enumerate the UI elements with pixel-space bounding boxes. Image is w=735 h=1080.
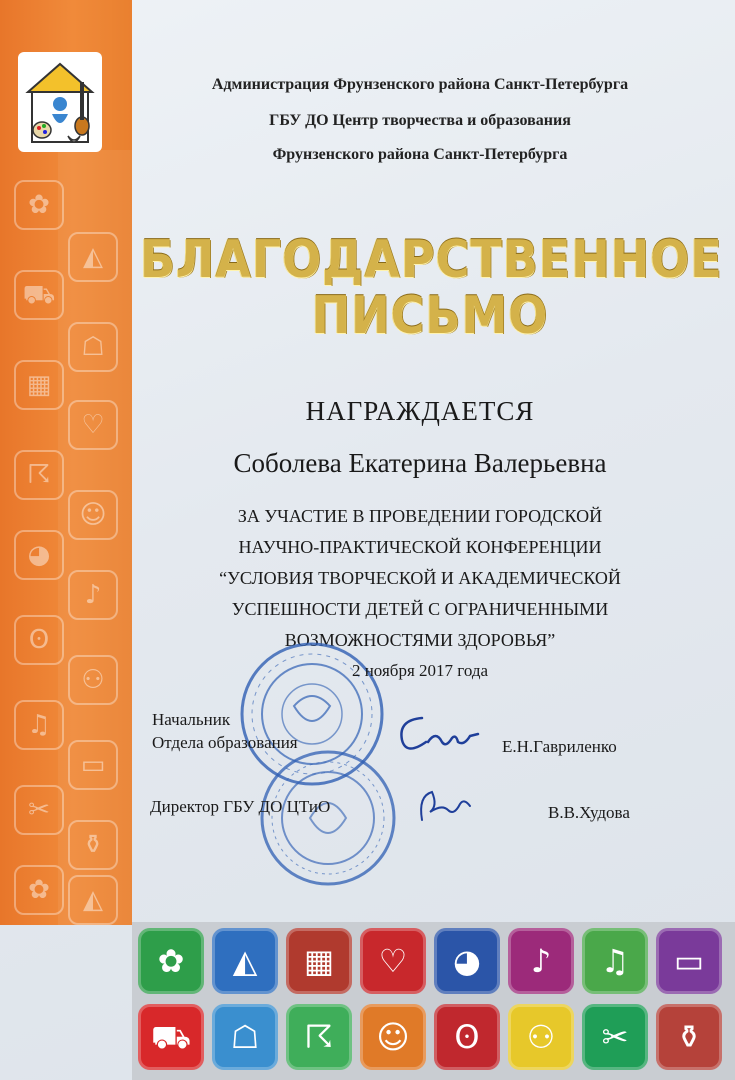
flower-icon: ✿ [14, 180, 64, 230]
theater-masks-icon: ☺ [360, 1004, 426, 1070]
handwritten-signature [392, 712, 490, 758]
scissors-comb-icon: ✂ [14, 785, 64, 835]
robot-icon: ☖ [212, 1004, 278, 1070]
signatory-title: Начальник [152, 710, 231, 729]
heart-icon: ♡ [360, 928, 426, 994]
award-date: 2 ноября 2017 года [351, 661, 489, 680]
bottom-icon-band [132, 922, 735, 1080]
car-icon: ⛟ [14, 270, 64, 320]
recipient-name: Соболева Екатерина Валерьевна [233, 448, 607, 478]
origami-bird-icon: ◭ [212, 928, 278, 994]
heart-icon: ♡ [68, 400, 118, 450]
teddy-bear-icon: ʘ [14, 615, 64, 665]
theater-masks-icon: ☺ [68, 490, 118, 540]
music-notes-icon: ♫ [14, 700, 64, 750]
signatory-name: В.В.Худова [548, 803, 630, 822]
origami-bird-icon: ◭ [68, 232, 118, 282]
runner-icon: ☈ [14, 450, 64, 500]
header-line-district: Фрунзенского района Санкт-Петербурга [272, 146, 568, 163]
music-notes-icon: ♫ [582, 928, 648, 994]
abc-blocks-icon: ▦ [14, 360, 64, 410]
official-stamp-lower [258, 748, 398, 888]
laptop-icon: ▭ [68, 740, 118, 790]
amphora-icon: ⚱ [656, 1004, 722, 1070]
reason-line: ЗА УЧАСТИЕ В ПРОВЕДЕНИИ ГОРОДСКОЙ [237, 506, 603, 526]
title-line-1: БЛАГОДАРСТВЕННОЕ [140, 228, 723, 290]
amphora-icon: ⚱ [68, 820, 118, 870]
dancers-icon: ⚇ [508, 1004, 574, 1070]
awarded-label: НАГРАЖДАЕТСЯ [305, 396, 535, 426]
signatory-title: Отдела образования [152, 733, 298, 752]
signatory-title: Директор ГБУ ДО ЦТиО [150, 797, 331, 816]
signatory-name: Е.Н.Гавриленко [502, 737, 617, 756]
flower-icon: ✿ [14, 865, 64, 915]
origami-bird-icon: ◭ [68, 875, 118, 925]
laptop-icon: ▭ [656, 928, 722, 994]
abc-blocks-icon: ▦ [286, 928, 352, 994]
robot-icon: ☖ [68, 322, 118, 372]
title-line-2: ПИСЬМО [311, 284, 549, 346]
guitar-icon: ♪ [68, 570, 118, 620]
center-logo-emblem [18, 52, 102, 152]
scissors-comb-icon: ✂ [582, 1004, 648, 1070]
car-icon: ⛟ [138, 1004, 204, 1070]
dancers-icon: ⚇ [68, 655, 118, 705]
reason-line: НАУЧНО-ПРАКТИЧЕСКОЙ КОНФЕРЕНЦИИ [238, 537, 602, 557]
reason-line: УСПЕШНОСТИ ДЕТЕЙ С ОГРАНИЧЕННЫМИ [231, 599, 609, 619]
reason-line: ВОЗМОЖНОСТЯМИ ЗДОРОВЬЯ” [284, 630, 556, 650]
flower-icon: ✿ [138, 928, 204, 994]
palette-icon: ◕ [434, 928, 500, 994]
reason-line: “УСЛОВИЯ ТВОРЧЕСКОЙ И АКАДЕМИЧЕСКОЙ [219, 568, 621, 588]
handwritten-signature [408, 786, 478, 826]
teddy-bear-icon: ʘ [434, 1004, 500, 1070]
guitar-icon: ♪ [508, 928, 574, 994]
decorative-sidebar [0, 0, 132, 925]
header-line-center: ГБУ ДО Центр творчества и образования [269, 112, 571, 129]
header-line-administration: Администрация Фрунзенского района Санкт-Петербурга [211, 76, 629, 93]
runner-icon: ☈ [286, 1004, 352, 1070]
palette-icon: ◕ [14, 530, 64, 580]
